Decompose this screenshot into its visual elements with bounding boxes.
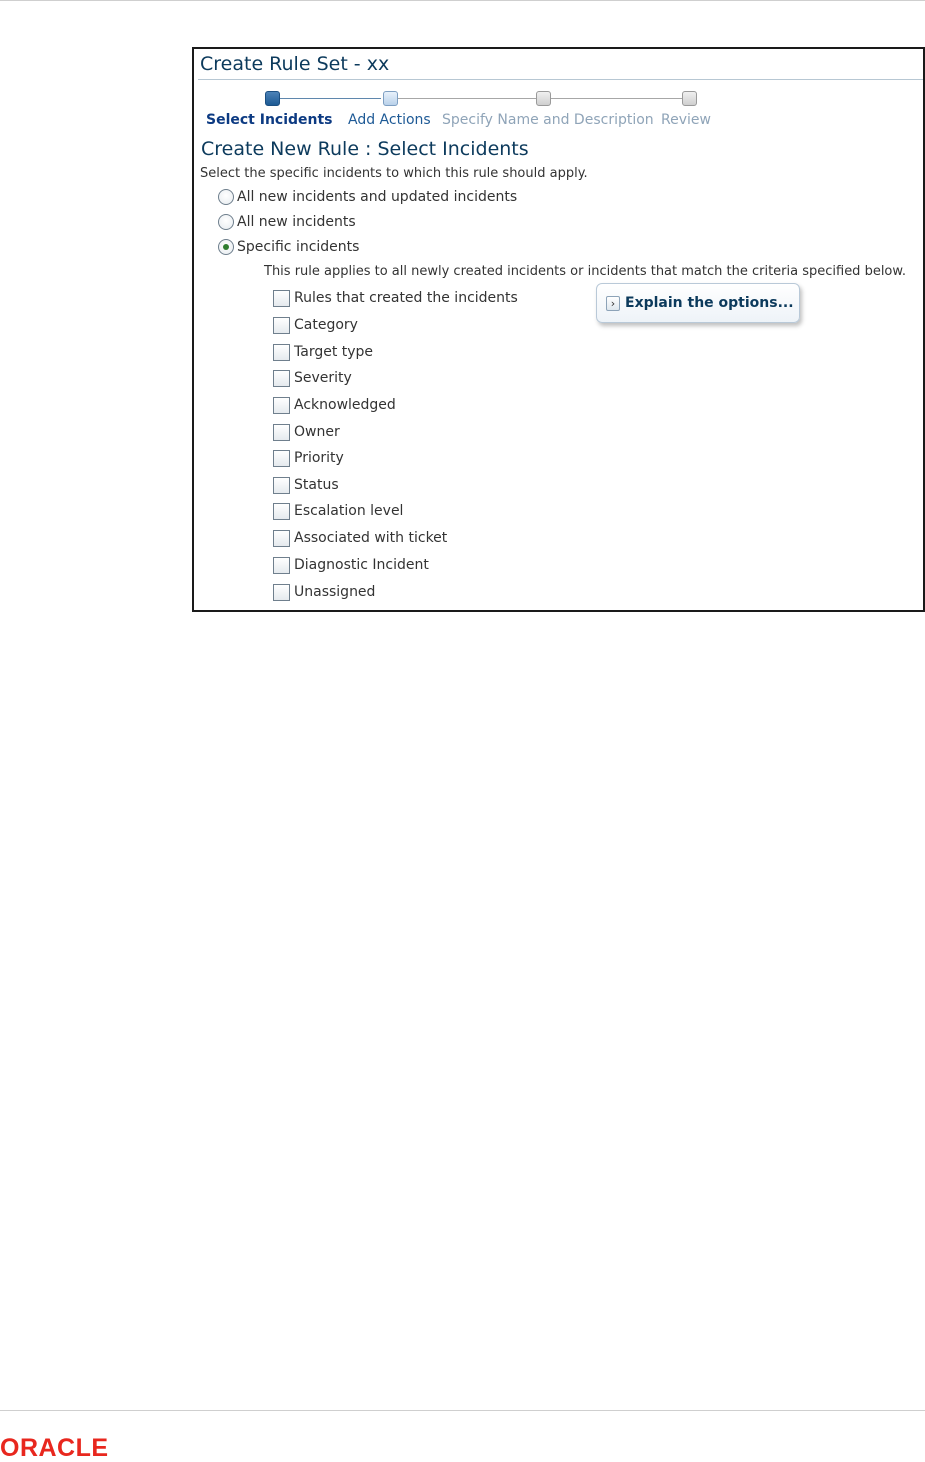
radio-label: Specific incidents: [237, 239, 360, 255]
radio-label: All new incidents and updated incidents: [237, 189, 518, 205]
criteria-checkbox-severity[interactable]: [273, 368, 352, 388]
instruction-text: Select the specific incidents to which this rule should apply.: [200, 166, 588, 181]
checkbox-label: Owner: [294, 424, 340, 440]
checkbox[interactable]: [273, 424, 290, 441]
checkbox-label: Category: [294, 317, 358, 333]
explain-options-label: Explain the options...: [625, 295, 794, 311]
step-label-select-incidents[interactable]: Select Incidents: [206, 112, 333, 128]
train-stop-specify-name: [536, 91, 551, 106]
criteria-checkbox-escalation-level[interactable]: [273, 501, 403, 521]
radio-button-selected[interactable]: [218, 239, 234, 255]
checkbox-label: Unassigned: [294, 584, 376, 600]
top-divider: [0, 0, 925, 1]
criteria-note: This rule applies to all newly created incidents or incidents that match the criteria specified below.: [264, 264, 906, 279]
chevron-right-icon: ›: [606, 296, 620, 311]
radio-button[interactable]: [218, 189, 234, 205]
checkbox-label: Rules that created the incidents: [294, 290, 518, 306]
explain-options-button[interactable]: [596, 283, 800, 323]
checkbox-label: Associated with ticket: [294, 530, 448, 546]
step-label-add-actions[interactable]: Add Actions: [348, 112, 431, 128]
criteria-checkbox-diagnostic[interactable]: [273, 555, 429, 575]
checkbox-label: Diagnostic Incident: [294, 557, 429, 573]
radio-specific-incidents[interactable]: [218, 237, 359, 257]
radio-label: All new incidents: [237, 214, 356, 230]
criteria-checkbox-rules[interactable]: [273, 288, 518, 308]
footer-divider: [0, 1410, 925, 1411]
checkbox-label: Target type: [294, 344, 374, 360]
create-rule-set-panel: [192, 47, 925, 612]
train-stop-add-actions[interactable]: [383, 91, 398, 106]
criteria-checkbox-category[interactable]: [273, 315, 358, 335]
criteria-checkbox-owner[interactable]: [273, 422, 340, 442]
checkbox[interactable]: [273, 557, 290, 574]
train-stop-select-incidents[interactable]: [265, 91, 280, 106]
step-label-specify-name: Specify Name and Description: [442, 112, 654, 128]
page-title: Create Rule Set - xx: [200, 53, 390, 75]
checkbox[interactable]: [273, 477, 290, 494]
checkbox[interactable]: [273, 530, 290, 547]
train-track: [274, 98, 381, 99]
radio-all-new[interactable]: [218, 212, 356, 232]
radio-all-new-and-updated[interactable]: [218, 187, 517, 207]
oracle-logo: ORACLE: [0, 1434, 109, 1462]
checkbox[interactable]: [273, 397, 290, 414]
checkbox-label: Escalation level: [294, 503, 404, 519]
title-divider: [198, 79, 923, 80]
wizard-train: [194, 87, 923, 137]
checkbox[interactable]: [273, 344, 290, 361]
checkbox[interactable]: [273, 317, 290, 334]
checkbox[interactable]: [273, 370, 290, 387]
criteria-checkbox-priority[interactable]: [273, 448, 344, 468]
checkbox[interactable]: [273, 450, 290, 467]
checkbox[interactable]: [273, 584, 290, 601]
checkbox-label: Severity: [294, 370, 352, 386]
radio-button[interactable]: [218, 214, 234, 230]
checkbox-label: Acknowledged: [294, 397, 396, 413]
criteria-checkbox-status[interactable]: [273, 475, 339, 495]
checkbox-label: Priority: [294, 450, 344, 466]
train-track: [391, 98, 536, 99]
checkbox[interactable]: [273, 503, 290, 520]
criteria-checkbox-ticket[interactable]: [273, 528, 447, 548]
criteria-checkbox-unassigned[interactable]: [273, 582, 375, 602]
criteria-checkbox-target-type[interactable]: [273, 342, 373, 362]
step-label-review: Review: [661, 112, 711, 128]
checkbox[interactable]: [273, 290, 290, 307]
criteria-checkbox-acknowledged[interactable]: [273, 395, 396, 415]
train-track: [551, 98, 682, 99]
train-stop-review: [682, 91, 697, 106]
checkbox-label: Status: [294, 477, 339, 493]
section-heading: Create New Rule : Select Incidents: [201, 138, 529, 160]
